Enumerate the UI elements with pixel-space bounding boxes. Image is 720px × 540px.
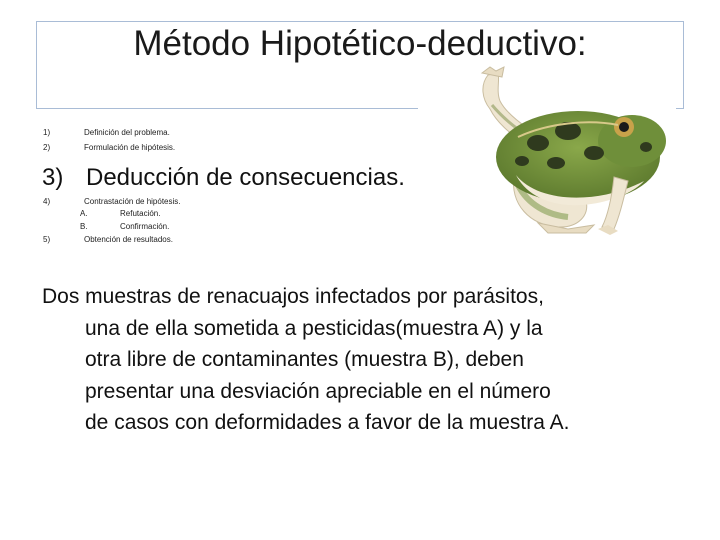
paragraph-line-2: una de ella sometida a pesticidas(muestra A) y la [85, 316, 543, 340]
step-3-number: 3) [42, 164, 64, 191]
step-3-text: Deducción de consecuencias. [86, 164, 405, 191]
paragraph-line-5: de casos con deformidades a favor de la muestra A. [85, 411, 570, 434]
hypothesis-paragraph [42, 281, 692, 439]
sub-item-a-letter: A. [80, 209, 88, 218]
frog-photo [418, 65, 676, 237]
frog-illustration [418, 65, 676, 237]
slide-title: Método Hipotético-deductivo: [133, 24, 587, 63]
step-4-number: 4) [43, 197, 51, 206]
step-4-text: Contrastación de hipótesis. [84, 197, 181, 206]
step-2-number: 2) [43, 143, 51, 152]
step-1-text: Definición del problema. [84, 128, 170, 137]
step-3 [42, 163, 405, 193]
paragraph-line-4: presentar una desviación apreciable en el número [85, 379, 551, 403]
step-5-number: 5) [43, 235, 51, 244]
step-1-number: 1) [43, 128, 51, 137]
step-2-text: Formulación de hipótesis. [84, 143, 176, 152]
step-5-text: Obtención de resultados. [84, 235, 173, 244]
sub-item-b-letter: B. [80, 222, 88, 231]
sub-item-a-text: Refutación. [120, 209, 161, 218]
paragraph-line-3: otra libre de contaminantes (muestra B), deben [85, 348, 524, 371]
sub-item-b-text: Confirmación. [120, 222, 170, 231]
paragraph-line-1: Dos muestras de renacuajos infectados por parásitos, [42, 285, 544, 308]
